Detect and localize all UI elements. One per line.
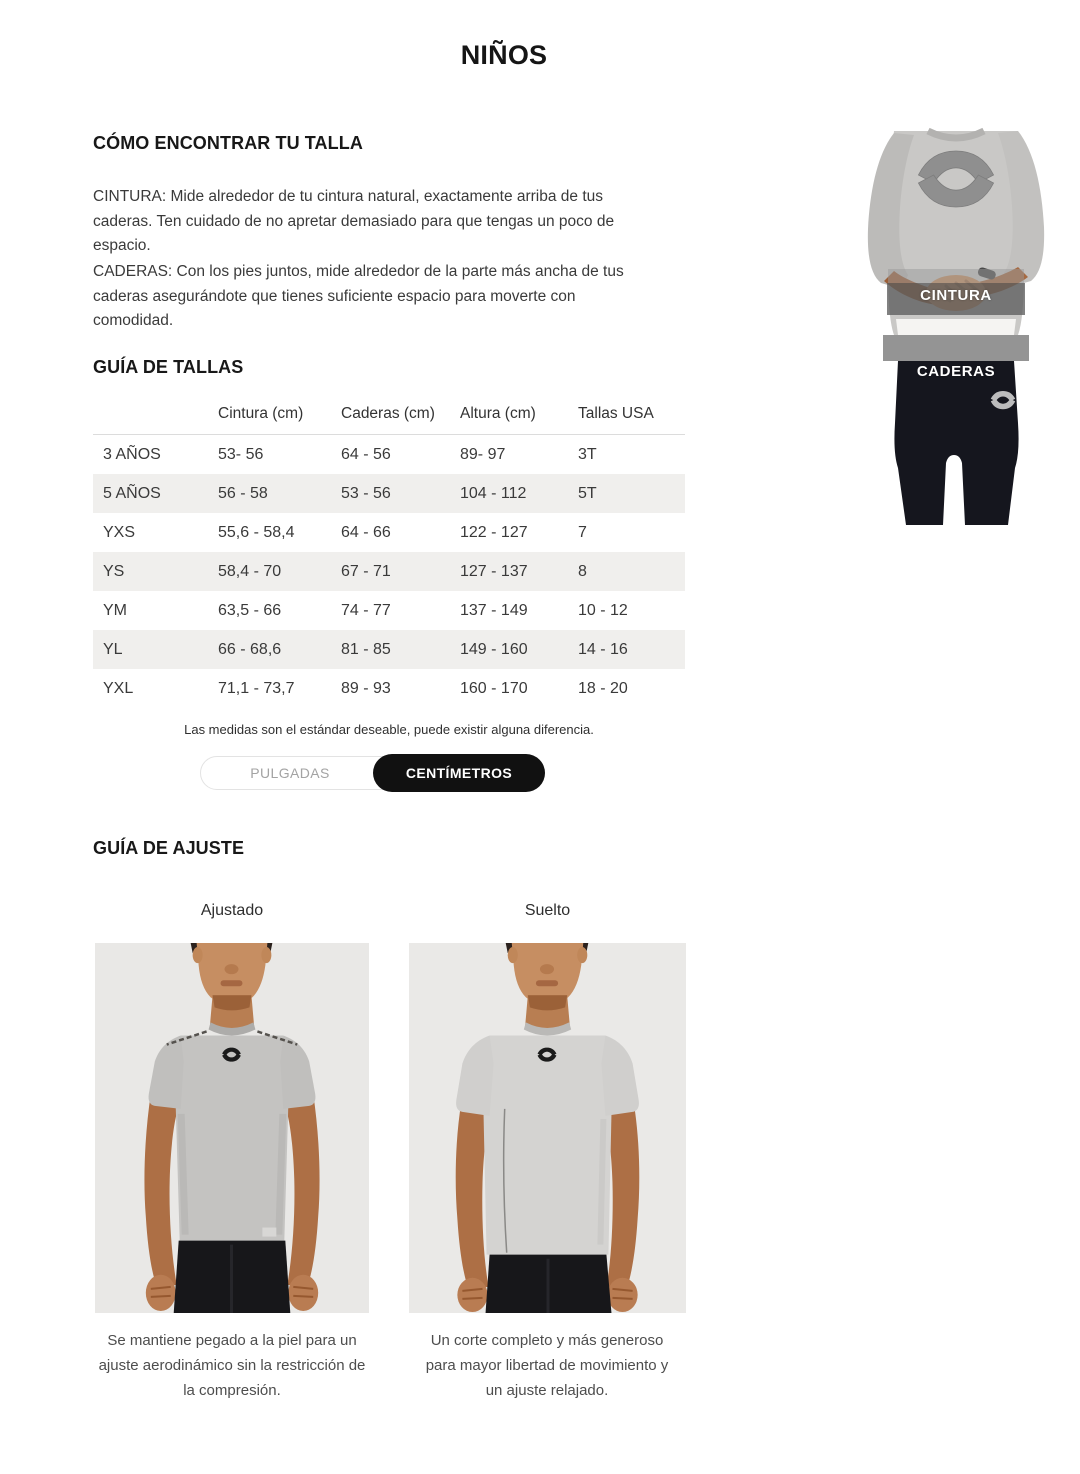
loose-caption: Un corte completo y más generoso para mayor libertad de movimiento y un ajuste relajado. — [425, 1332, 669, 1399]
page-title: NIÑOS — [460, 40, 548, 70]
table-row: YXS 55,6 - 58,4 64 - 66 122 - 127 7 — [103, 523, 587, 541]
fitted-caption: Se mantiene pegado a la piel para un ajuste aerodinámico sin la restricción de la compresión. — [98, 1332, 366, 1399]
header-cintura: Cintura (cm) — [218, 394, 341, 435]
fitted-label: Ajustado — [200, 902, 264, 919]
size-table — [93, 394, 685, 708]
fit-guide-heading: GUÍA DE AJUSTE — [93, 838, 245, 858]
table-row: YS 58,4 - 70 67 - 71 127 - 137 8 — [93, 552, 685, 591]
size-guide-heading: GUÍA DE TALLAS — [93, 357, 244, 377]
fitted-fit-image — [95, 943, 369, 1313]
table-row: YL 66 - 68,6 81 - 85 149 - 160 14 - 16 — [93, 630, 685, 669]
waist-band-label: CINTURA — [920, 287, 992, 304]
table-row: YXL 71,1 - 73,7 89 - 93 160 - 170 18 - 20 — [103, 679, 628, 697]
table-row: 3 AÑOS 53- 56 64 - 56 89- 97 3T — [103, 445, 597, 463]
table-note: Las medidas son el estándar deseable, puede existir alguna diferencia. — [184, 722, 594, 737]
header-size — [93, 394, 218, 435]
table-row: 5 AÑOS 56 - 58 53 - 56 104 - 112 5T — [93, 474, 685, 513]
hips-instructions: CADERAS: Con los pies juntos, mide alrededor de la parte más ancha de tus caderas asegurándote que tienes suficiente espacio para moverte con comodidad. — [93, 263, 624, 329]
table-header-row — [93, 394, 685, 435]
header-caderas: Caderas (cm) — [341, 394, 460, 435]
waist-instructions: CINTURA: Mide alrededor de tu cintura natural, exactamente arriba de tus caderas. Ten cuidado de no apretar demasiado para que tengas un poco de espacio. — [93, 188, 615, 254]
inches-toggle-button[interactable]: PULGADAS — [250, 765, 330, 781]
table-row: YM 63,5 - 66 74 - 77 137 - 149 10 - 12 — [103, 601, 628, 619]
hips-band-label: CADERAS — [916, 363, 996, 380]
fitted-boy-illustration — [95, 943, 369, 1313]
centimeters-toggle-button[interactable]: CENTÍMETROS — [373, 754, 545, 792]
measure-figure-image — [850, 123, 1062, 525]
how-to-heading: CÓMO ENCONTRAR TU TALLA — [93, 133, 363, 153]
units-toggle — [200, 754, 545, 792]
loose-fit-image — [409, 943, 686, 1313]
header-altura: Altura (cm) — [460, 394, 578, 435]
loose-boy-illustration — [409, 943, 686, 1313]
measure-figure-illustration — [850, 123, 1062, 525]
header-tallas-usa: Tallas USA — [578, 394, 685, 435]
loose-label: Suelto — [524, 902, 571, 919]
